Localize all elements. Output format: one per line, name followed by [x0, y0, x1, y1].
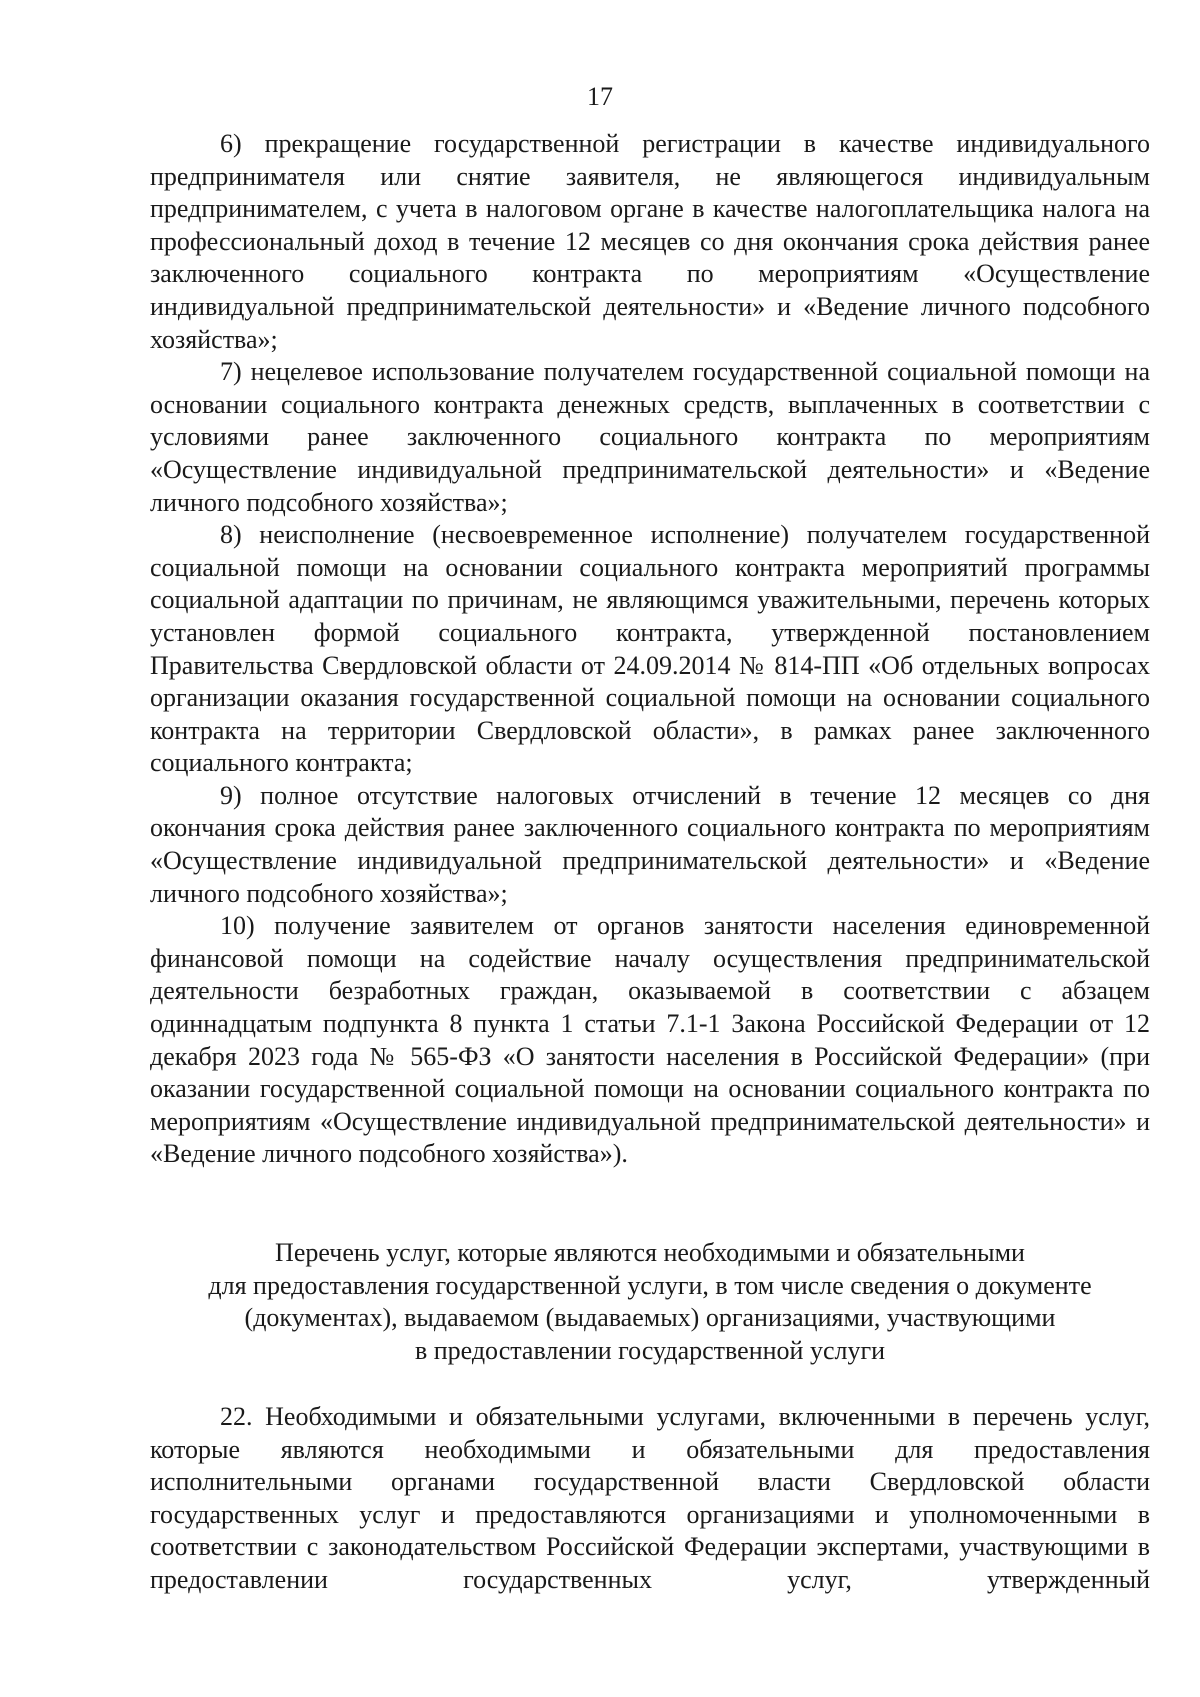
heading-line-2: для предоставления государственной услуги, в том числе сведения о документе — [208, 1270, 1092, 1300]
heading-line-3: (документах), выдаваемом (выдаваемых) организациями, участвующими — [244, 1303, 1056, 1333]
list-item-8: 8) неисполнение (несвоевременное исполнение) получателем государственной социальной помощи на основании социального контракта мероприятий программы социальной адаптации по причинам, не являющимся уважительными, перечень которых установлен формой социального контракта, утвержденной постановлением Правительства Свердловской области от 24.09.2014 № 814-ПП «Об отдельных вопросах организации оказания государственной социальной помощи на основании социального контракта на территории Свердловской области», в рамках ранее заключенного социального контракта; — [150, 520, 1150, 778]
section-heading — [150, 1237, 1150, 1367]
list-item-10: 10) получение заявителем от органов занятости населения единовременной финансовой помощи на содействие началу осуществления предпринимательской деятельности безработных граждан, оказываемой в соответствии с абзацем одиннадцатым подпункта 8 пункта 1 статьи 7.1-1 Закона Российской Федерации от 12 декабря 2023 года № 565-ФЗ «О занятости населения в Российской Федерации» (при оказании государственной социальной помощи на основании социального контракта по мероприятиям «Осуществление индивидуальной предпринимательской деятельности» и «Ведение личного подсобного хозяйства»). — [150, 911, 1150, 1169]
list-item-7: 7) нецелевое использование получателем государственной социальной помощи на основании социального контракта денежных средств, выплаченных в соответствии с условиями ранее заключенного социального контракта по мероприятиям «Осуществление индивидуальной предпринимательской деятельности» и «Ведение личного подсобного хозяйства»; — [150, 357, 1150, 517]
page-number: 17 — [587, 82, 613, 111]
list-item-6: 6) прекращение государственной регистрации в качестве индивидуального предпринимателя или снятие заявителя, не являющегося индивидуальным предпринимателем, с учета в налоговом органе в качестве налогоплательщика налога на профессиональный доход в течение 12 месяцев со дня окончания срока действия ранее заключенного социального контракта по мероприятиям «Осуществление индивидуальной предпринимательской деятельности» и «Ведение личного подсобного хозяйства»; — [150, 129, 1150, 354]
document-body — [150, 128, 1150, 1171]
paragraph-22: 22. Необходимыми и обязательными услугами, включенными в перечень услуг, которые являются необходимыми и обязательными для предоставления исполнительными органами государственной власти Свердловской области государственных услуг и предоставляются организациями и уполномоченными в соответствии с законодательством Российской Федерации экспертами, участвующими в предоставлении государственных услуг, утвержденный — [150, 1402, 1150, 1594]
heading-line-1: Перечень услуг, которые являются необходимыми и обязательными — [275, 1238, 1025, 1267]
heading-line-4: в предоставлении государственной услуги — [414, 1335, 886, 1365]
list-item-9: 9) полное отсутствие налоговых отчислений в течение 12 месяцев со дня окончания срока действия ранее заключенного социального контракта по мероприятиям «Осуществление индивидуальной предпринимательской деятельности» и «Ведение личного подсобного хозяйства»; — [150, 780, 1150, 908]
